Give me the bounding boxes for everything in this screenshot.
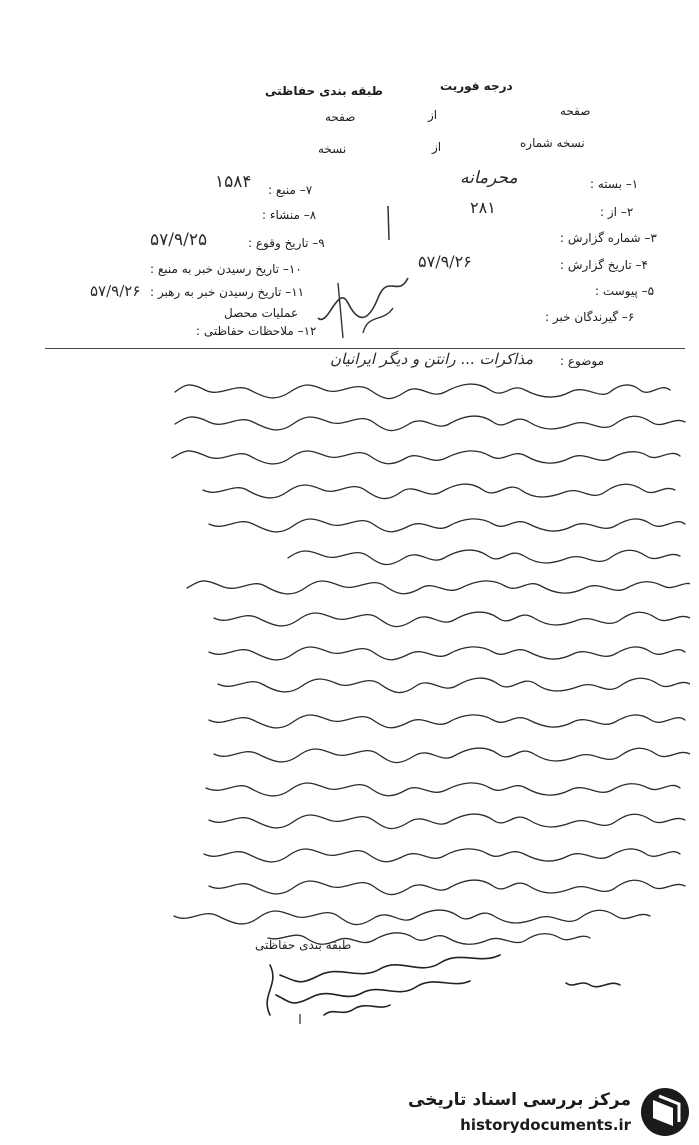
field-4-value: ۵۷/۹/۲۶ [418,252,472,271]
field-1-label: ۱– بسته : [590,177,639,191]
field-5-label: ۵– پیوست : [595,284,655,298]
field-11-label: ۱۱– تاریخ رسیدن خبر به رهبر : [150,285,305,299]
watermark-title: مرکز بررسی اسناد تاریخی [408,1090,631,1110]
subject-value: مذاکرات ... رانتن و دیگر ایرانیان [330,350,534,368]
handwritten-body [30,370,690,950]
from-label: از [428,108,438,122]
field-10-label: ۱۰– تاریخ رسیدن خبر به منبع : [150,262,302,276]
field-2-value: ۲۸۱ [470,198,496,217]
field-1-value: محرمانه [460,168,518,188]
field-9-value: ۵۷/۹/۲۵ [150,230,208,250]
field-12-label: ۱۲– ملاحظات حفاظتی : [196,324,317,338]
field-7-value: ۱۵۸۴ [215,172,252,192]
classification-label: طبقه بندی حفاظتی [265,84,383,98]
field-9-label: ۹– تاریخ وقوع : [248,236,325,250]
priority-label: درجه فوریت [440,79,513,93]
margin-mark [380,204,400,244]
page-label: صفحه [560,104,591,118]
results-label: عملیات محصل [224,306,299,320]
field-4-label: ۴– تاریخ گزارش : [560,258,648,272]
header-signature [308,268,428,348]
field-7-label: ۷– منبع : [268,183,313,197]
field-6-label: ۶– گیرندگان خبر : [545,310,635,324]
archive-logo-icon [639,1086,691,1138]
page-word: صفحه [325,110,356,124]
copy-number-label: نسخه شماره [520,136,585,150]
field-3-label: ۳– شماره گزارش : [560,231,657,245]
watermark-footer [400,1078,699,1145]
from-label-2: از [432,140,442,154]
watermark-url[interactable]: historydocuments.ir [460,1116,631,1134]
subject-label: موضوع : [560,354,605,368]
field-2-label: ۲– از : [600,205,634,219]
field-11-value: ۵۷/۹/۲۶ [90,282,141,300]
bottom-classification-label: طبقه بندی حفاظتی [255,938,352,952]
page-marks [290,1010,310,1030]
copy-word: نسخه [318,142,347,156]
header-divider [45,348,685,349]
field-8-label: ۸– منشاء : [262,208,317,222]
